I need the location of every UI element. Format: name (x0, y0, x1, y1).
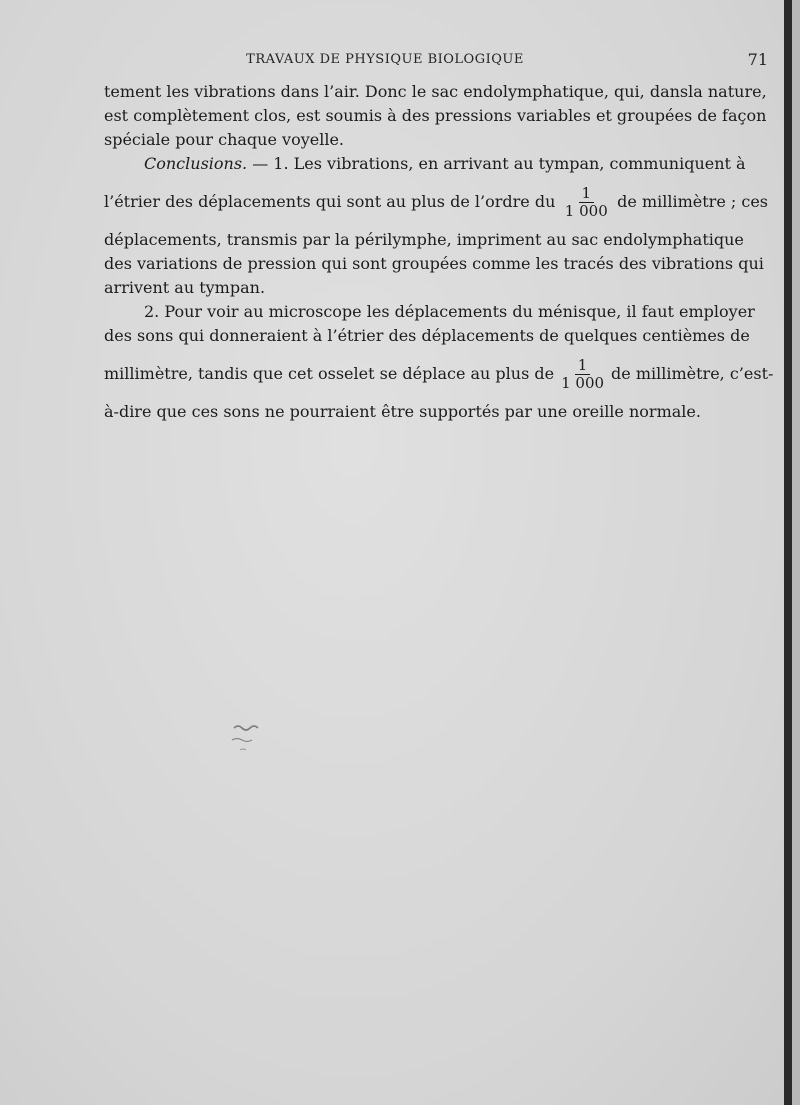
text-line (104, 104, 768, 128)
text-line (104, 228, 768, 252)
stamp-scribble-icon (226, 720, 270, 764)
text-segment: des sons qui donneraient à l’étrier des déplacements de quelques centièmes de (104, 326, 750, 345)
text-line (104, 276, 768, 300)
text-line (104, 300, 768, 324)
text-line (104, 400, 768, 424)
text-segment: des variations de pression qui sont groupées comme les tracés des vibrations qui (104, 254, 764, 273)
conclusions-label: Conclusions. (144, 154, 248, 173)
text-segment: arrivent au tympan. (104, 278, 266, 297)
fraction-denominator: 1 000 (564, 201, 608, 220)
text-segment: de millimètre ; ces (617, 192, 768, 211)
fraction-numerator: 1 (575, 357, 591, 375)
text-segment: de millimètre, c’est- (611, 364, 774, 383)
page-edge-margin (792, 0, 800, 1105)
text-segment: l’étrier des déplacements qui sont au plus de l’ordre du (104, 192, 556, 211)
text-segment: déplacements, transmis par la périlymphe, impriment au sac endolymphatique (104, 230, 744, 249)
running-title: TRAVAUX DE PHYSIQUE BIOLOGIQUE (246, 52, 524, 67)
text-segment: millimètre, tandis que cet osselet se déplace au plus de (104, 364, 555, 383)
text-line-with-fraction (104, 176, 768, 228)
text-line (104, 324, 768, 348)
body-text (104, 80, 774, 424)
text-line (104, 252, 768, 276)
text-line (104, 128, 768, 152)
text-line (104, 152, 768, 176)
text-segment: à-dire que ces sons ne pourraient être supportés par une oreille normale. (104, 402, 701, 421)
fraction-denominator: 1 000 (561, 373, 605, 392)
fraction (562, 185, 611, 220)
fraction-numerator: 1 (579, 185, 595, 203)
library-stamp-mark (226, 720, 270, 767)
text-segment: spéciale pour chaque voyelle. (104, 130, 344, 149)
text-line-with-fraction (104, 348, 774, 400)
page-number: 71 (747, 50, 768, 69)
text-line (104, 80, 768, 104)
text-segment: tement les vibrations dans l’air. Donc le sac endolymphatique, qui, dansla nature, (104, 82, 767, 101)
text-segment: est complètement clos, est soumis à des pressions variables et groupées de façon (104, 106, 767, 125)
page-edge-shadow (784, 0, 792, 1105)
conclusions-paragraph-start (144, 152, 746, 176)
fraction (558, 357, 607, 392)
text-segment: 2. Pour voir au microscope les déplacements du ménisque, il faut employer (144, 302, 755, 321)
text-segment: — 1. Les vibrations, en arrivant au tympan, communiquent à (247, 154, 746, 173)
